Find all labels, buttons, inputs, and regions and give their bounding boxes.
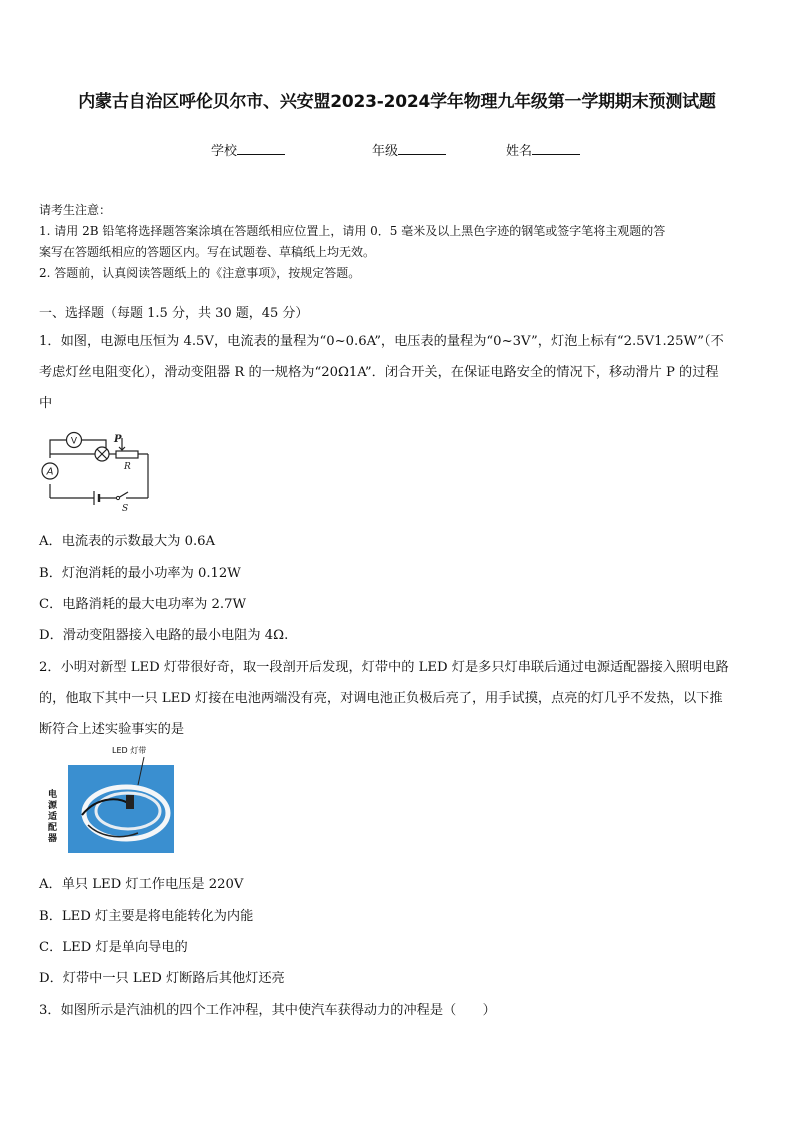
rheostat-label: R — [124, 462, 131, 472]
notice-item-1-line-2: 案写在答题纸相应的答题区内。写在试题卷、草稿纸上均无效。 — [39, 245, 376, 259]
q3-line-1: 3．如图所示是汽油机的四个工作冲程，其中使汽车获得动力的冲程是（ ） — [39, 1003, 496, 1018]
q2-line-3: 断符合上述实验事实的是 — [39, 722, 185, 737]
q1-line-1: 1．如图，电源电压恒为 4.5V，电流表的量程为“0~0.6A”，电压表的量程为“0~3V”，灯泡上标有“2.5V1.25W”（不 — [39, 334, 724, 349]
name-blank — [532, 142, 580, 155]
q1-option-c: C．电路消耗的最大电功率为 2.7W — [39, 597, 247, 612]
q2-option-b: B．LED 灯主要是将电能转化为内能 — [39, 909, 254, 924]
led-strip-photo — [68, 755, 174, 853]
grade-field — [372, 140, 446, 159]
rheostat-symbol — [116, 451, 138, 458]
name-label: 姓名 — [506, 144, 533, 159]
school-blank — [237, 142, 285, 155]
q1-option-a: A．电流表的示数最大为 0.6A — [39, 534, 216, 549]
q1-option-b: B．灯泡消耗的最小功率为 0.12W — [39, 566, 241, 581]
adapter-plug — [126, 795, 134, 809]
name-field — [506, 140, 580, 159]
slider-label: P — [114, 434, 122, 445]
q2-option-a: A．单只 LED 灯工作电压是 220V — [39, 877, 244, 892]
q1-line-2: 考虑灯丝电阻变化），滑动变阻器 R 的一规格为“20Ω1A”．闭合开关，在保证电路安全的情况下，移动滑片 P 的过程 — [39, 365, 719, 380]
battery-symbol — [94, 491, 99, 505]
switch-symbol — [116, 496, 119, 499]
q2-line-2: 的，他取下其中一只 LED 灯接在电池两端没有亮，对调电池正负极后亮了，用手试摸，点亮的灯几乎不发热，以下推 — [39, 691, 723, 706]
q2-line-1: 2．小明对新型 LED 灯带很好奇，取一段剖开后发现，灯带中的 LED 灯是多只灯串联后通过电源适配器接入照明电路 — [39, 660, 729, 675]
led-strip-label: LED 灯带 — [112, 746, 147, 755]
q1-line-3: 中 — [39, 396, 53, 411]
adapter-label: 电源适配器 — [48, 790, 58, 844]
school-label: 学校 — [211, 144, 238, 159]
grade-label: 年级 — [372, 144, 399, 159]
notice-heading: 请考生注意： — [39, 203, 112, 217]
circuit-diagram — [38, 428, 158, 514]
ammeter-label: A — [46, 466, 54, 478]
voltmeter-label: V — [70, 436, 78, 447]
q1-option-d: D．滑动变阻器接入电路的最小电阻为 4Ω. — [39, 628, 289, 643]
school-field — [211, 140, 285, 159]
switch-label: S — [122, 504, 129, 514]
grade-blank — [398, 142, 446, 155]
notice-item-1-line-1: 1. 请用 2B 铅笔将选择题答案涂填在答题纸相应位置上，请用 0．5 毫米及以上黑色字迹的钢笔或签字笔将主观题的答 — [39, 224, 666, 238]
q2-option-d: D．灯带中一只 LED 灯断路后其他灯还亮 — [39, 971, 285, 986]
bulb-symbol — [95, 447, 109, 461]
section-heading: 一、选择题（每题 1.5 分，共 30 题，45 分） — [39, 306, 309, 321]
notice-item-2: 2. 答题前，认真阅读答题纸上的《注意事项》，按规定答题。 — [39, 266, 361, 280]
q2-option-c: C．LED 灯是单向导电的 — [39, 940, 188, 955]
page-title: 内蒙古自治区呼伦贝尔市、兴安盟2023-2024学年物理九年级第一学期期末预测试题 — [78, 92, 716, 112]
